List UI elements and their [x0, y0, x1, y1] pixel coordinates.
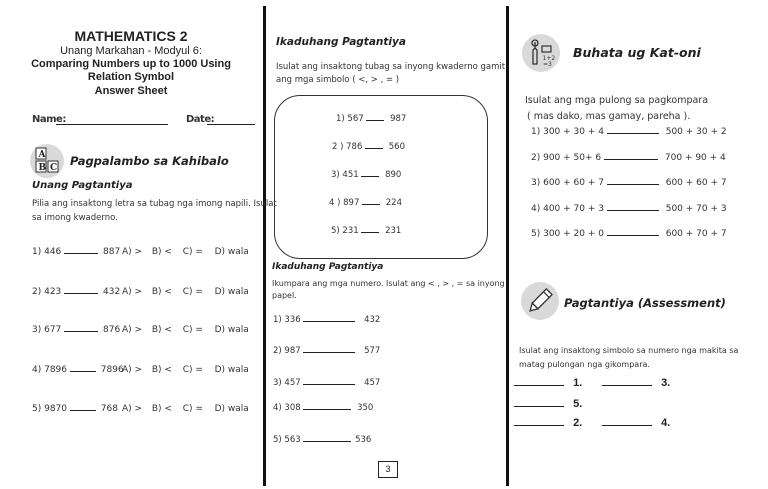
subject-line-2: Relation Symbol	[87, 71, 175, 83]
choice-c[interactable]: C) =	[182, 247, 203, 257]
list-item	[32, 365, 124, 375]
item-left-value: 3) 600 + 60 + 7	[531, 178, 604, 188]
answer-blank[interactable]	[602, 385, 652, 386]
list-item	[273, 346, 380, 356]
item-number: 2) 423	[32, 287, 62, 297]
item-left-value: 4 ) 897	[329, 198, 360, 208]
list-item	[32, 404, 118, 414]
choice-c[interactable]: C) =	[182, 365, 203, 375]
choice-a[interactable]: A) >	[122, 287, 143, 297]
column-divider-left	[263, 6, 266, 486]
answer-blank[interactable]	[303, 321, 355, 322]
instruction-line-4: papel.	[272, 291, 297, 300]
abc-blocks-icon	[30, 144, 64, 178]
answer-blank[interactable]	[362, 204, 380, 205]
answer-blank[interactable]	[365, 148, 383, 149]
name-field[interactable]	[56, 124, 168, 125]
item-right-value: 887	[103, 247, 121, 257]
section-title-pagpalambo: Pagpalambo sa Kahibalo	[70, 154, 229, 168]
section-title-ikaduhang-2: Ikaduhang Pagtantiya	[272, 262, 384, 272]
choice-a[interactable]: A) >	[122, 325, 143, 335]
instruction-line-2: ( mas dako, mas gamay, pareha ).	[527, 111, 691, 122]
section-title-assessment: Pagtantiya (Assessment)	[564, 296, 726, 310]
instruction-line-3: Ikumpara ang mga numero. Isulat ang < , > , = sa inyong	[272, 279, 505, 288]
list-item	[336, 114, 406, 124]
item-number: 5) 9870	[32, 404, 68, 414]
list-item	[332, 142, 405, 152]
item-left-value: 2 ) 786	[332, 142, 363, 152]
answer-blank[interactable]	[64, 253, 98, 254]
column-divider-right	[506, 6, 509, 486]
answer-blank[interactable]	[514, 385, 564, 386]
answer-number: 3.	[661, 377, 671, 389]
list-item	[331, 226, 401, 236]
item-right-value: 231	[385, 226, 402, 236]
item-left-value: 3) 457	[273, 378, 301, 388]
list-item	[329, 198, 402, 208]
item-number: 1) 446	[32, 247, 62, 257]
item-right-value: 7896	[100, 365, 124, 375]
list-item	[273, 403, 373, 413]
answer-blank[interactable]	[514, 425, 564, 426]
answer-blank[interactable]	[303, 441, 351, 442]
choice-b[interactable]: B) <	[151, 287, 172, 297]
subsection-title: Unang Pagtantiya	[32, 180, 133, 191]
list-item	[32, 287, 120, 297]
item-right-value: 560	[388, 142, 405, 152]
answer-blank[interactable]	[607, 210, 659, 211]
section-title-buhata: Buhata ug Kat-oni	[573, 45, 701, 60]
item-right-value: 500 + 30 + 2	[665, 127, 727, 137]
list-item	[531, 204, 727, 214]
choice-row	[122, 325, 249, 335]
tools-icon	[522, 34, 560, 72]
answer-item-2	[514, 417, 582, 429]
item-left-value: 2) 987	[273, 346, 301, 356]
svg-text:1+2: 1+2	[542, 55, 556, 62]
list-item	[32, 247, 120, 257]
item-left-value: 4) 308	[273, 403, 301, 413]
answer-number: 5.	[573, 398, 583, 410]
list-item	[273, 315, 380, 325]
answer-item-3	[602, 377, 670, 389]
list-item	[531, 229, 727, 239]
item-right-value: 432	[364, 315, 381, 325]
item-right-value: 876	[103, 325, 121, 335]
item-right-value: 432	[103, 287, 121, 297]
item-left-value: 1) 567	[336, 114, 364, 124]
answer-blank[interactable]	[604, 159, 658, 160]
choice-b[interactable]: B) <	[151, 365, 172, 375]
list-item	[531, 153, 726, 163]
choice-b[interactable]: B) <	[151, 247, 172, 257]
answer-blank[interactable]	[514, 406, 564, 407]
item-right-value: 500 + 70 + 3	[665, 204, 727, 214]
list-item	[32, 325, 120, 335]
choice-a[interactable]: A) >	[122, 365, 143, 375]
list-item	[331, 170, 401, 180]
answer-blank[interactable]	[607, 133, 659, 134]
item-right-value: 224	[385, 198, 402, 208]
date-label: Date:	[186, 114, 215, 125]
choice-c[interactable]: C) =	[182, 404, 203, 414]
answer-blank[interactable]	[361, 232, 379, 233]
answer-blank[interactable]	[64, 293, 98, 294]
item-right-value: 700 + 90 + 4	[664, 153, 726, 163]
page-title: MATHEMATICS 2	[74, 28, 188, 44]
module-line: Unang Markahan - Modyul 6:	[60, 45, 202, 57]
list-item	[531, 178, 727, 188]
item-left-value: 5) 231	[331, 226, 359, 236]
list-item	[273, 435, 371, 445]
list-item	[273, 378, 380, 388]
item-left-value: 1) 336	[273, 315, 301, 325]
instruction-line-1: Isulat ang mga pulong sa pagkompara	[525, 95, 709, 106]
item-left-value: 4) 400 + 70 + 3	[531, 204, 604, 214]
answer-blank[interactable]	[64, 331, 98, 332]
answer-number: 4.	[661, 417, 671, 429]
choice-d[interactable]: D) wala	[214, 325, 249, 335]
instruction-line-1: Isulat ang insaktong tubag sa inyong kwaderno gamit	[276, 62, 506, 72]
item-right-value: 987	[390, 114, 407, 124]
answer-number: 2.	[573, 417, 583, 429]
answer-blank[interactable]	[303, 384, 355, 385]
item-left-value: 2) 900 + 50+ 6	[531, 153, 602, 163]
item-right-value: 457	[364, 378, 381, 388]
instruction-line-3: Isulat ang insaktong simbolo sa numero nga makita sa	[519, 346, 739, 355]
choice-d[interactable]: D) wala	[214, 365, 249, 375]
item-right-value: 536	[355, 435, 372, 445]
choice-row	[122, 287, 249, 297]
answer-blank[interactable]	[70, 371, 96, 372]
svg-text:A: A	[38, 150, 46, 160]
answer-blank[interactable]	[303, 352, 355, 353]
subject-line: Comparing Numbers up to 1000 Using	[31, 58, 231, 70]
item-number: 3) 677	[32, 325, 62, 335]
svg-text:B: B	[38, 163, 47, 173]
item-left-value: 1) 300 + 30 + 4	[531, 127, 604, 137]
instruction-line-2: sa imong kwaderno.	[32, 213, 118, 223]
item-left-value: 3) 451	[331, 170, 359, 180]
choice-c[interactable]: C) =	[182, 287, 203, 297]
item-left-value: 5) 563	[273, 435, 301, 445]
name-label: Name:	[32, 114, 66, 125]
choice-row	[122, 247, 249, 257]
answer-number: 1.	[573, 377, 583, 389]
item-number: 4) 7896	[32, 365, 68, 375]
page-number: 3	[378, 461, 398, 478]
choice-b[interactable]: B) <	[151, 404, 172, 414]
answer-blank[interactable]	[303, 409, 351, 410]
svg-text:C: C	[50, 163, 58, 173]
instruction-line-2: ang mga simbolo ( <, > , = )	[276, 75, 400, 85]
list-item	[531, 127, 727, 137]
instruction-line-1: Pilia ang insaktong letra sa tubag nga imong napili. Isulat	[32, 199, 277, 209]
answer-sheet-label: Answer Sheet	[94, 85, 168, 97]
choice-b[interactable]: B) <	[151, 325, 172, 335]
item-right-value: 600 + 60 + 7	[665, 178, 727, 188]
pencil-icon	[521, 282, 559, 320]
instruction-line-4: matag pulongan nga gikompara.	[519, 360, 650, 369]
choice-row	[122, 365, 249, 375]
choice-d[interactable]: D) wala	[214, 404, 249, 414]
item-right-value: 600 + 70 + 7	[665, 229, 727, 239]
section-title-ikaduhang: Ikaduhang Pagtantiya	[276, 36, 406, 48]
answer-item-1	[514, 377, 582, 389]
answer-blank[interactable]	[366, 120, 384, 121]
answer-blank[interactable]	[607, 184, 659, 185]
answer-item-4	[602, 417, 670, 429]
choice-row	[122, 404, 249, 414]
answer-blank[interactable]	[602, 425, 652, 426]
choice-a[interactable]: A) >	[122, 247, 143, 257]
choice-d[interactable]: D) wala	[214, 247, 249, 257]
answer-blank[interactable]	[607, 235, 659, 236]
item-right-value: 577	[364, 346, 381, 356]
choice-d[interactable]: D) wala	[214, 287, 249, 297]
choice-c[interactable]: C) =	[182, 325, 203, 335]
svg-text:=3: =3	[543, 61, 552, 68]
item-right-value: 890	[385, 170, 402, 180]
answer-item-5	[514, 398, 582, 410]
answer-blank[interactable]	[361, 176, 379, 177]
choice-a[interactable]: A) >	[122, 404, 143, 414]
item-right-value: 350	[357, 403, 374, 413]
answer-blank[interactable]	[70, 410, 96, 411]
item-left-value: 5) 300 + 20 + 0	[531, 229, 604, 239]
date-field[interactable]	[207, 124, 255, 125]
item-right-value: 768	[100, 404, 118, 414]
